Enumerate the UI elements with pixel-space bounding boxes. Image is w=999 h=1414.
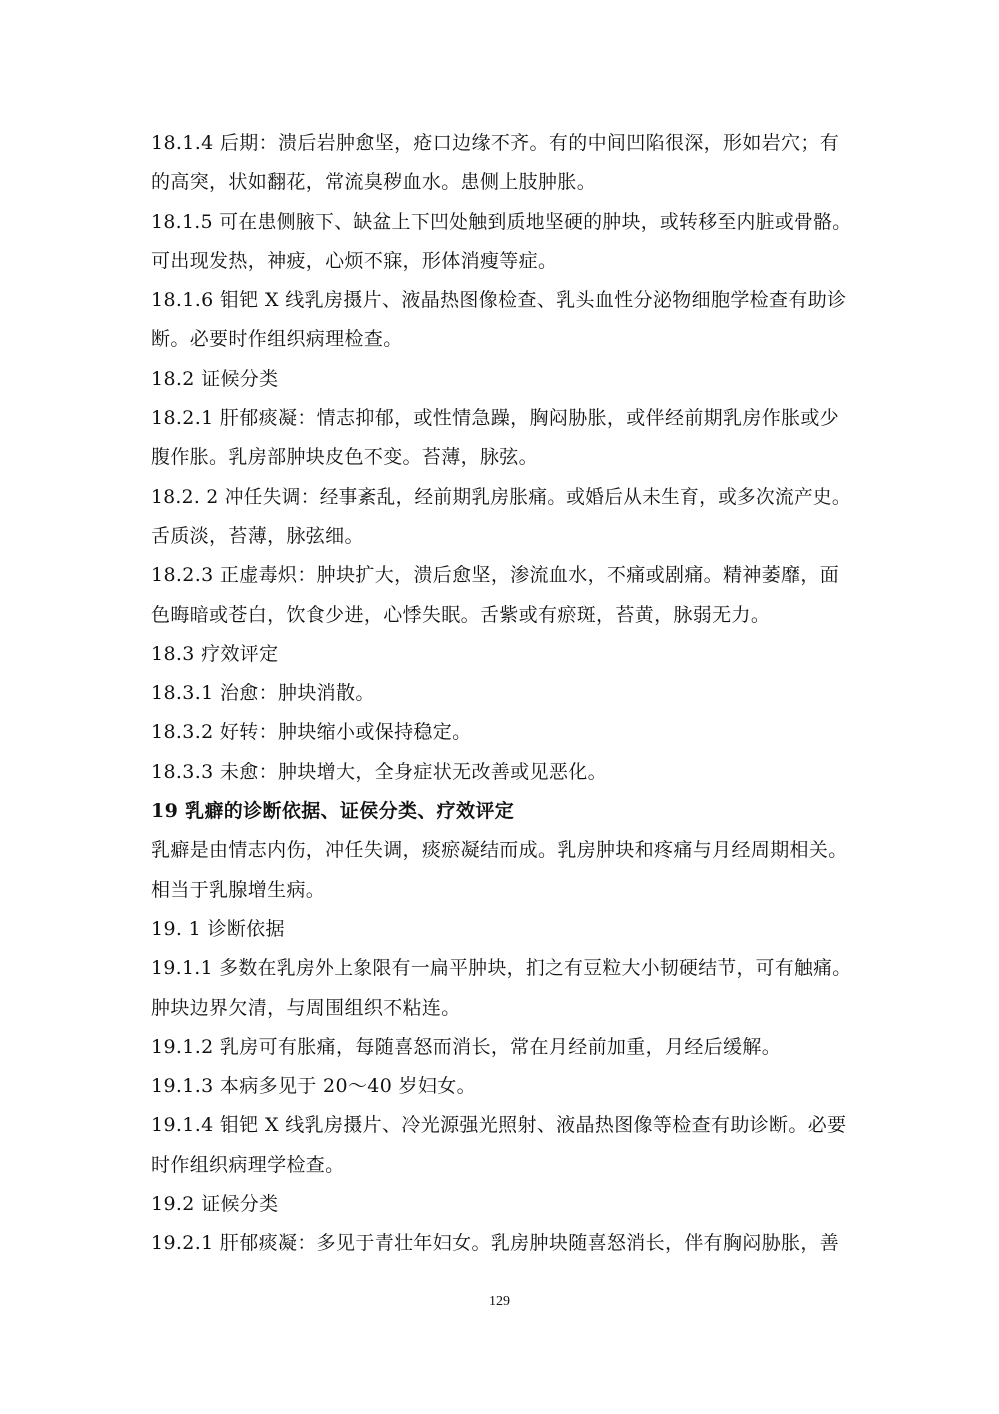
text-line: 舌质淡，苔薄，脉弦细。: [151, 524, 364, 547]
section-heading: 19 乳癖的诊断依据、证侯分类、疗效评定: [151, 800, 515, 823]
text-line: 19.1.3 本病多见于 20～40 岁妇女。: [151, 1075, 476, 1098]
text-line: 乳癖是由情志内伤，冲任失调，痰瘀凝结而成。乳房肿块和疼痛与月经周期相关。: [151, 839, 848, 862]
text-line: 相当于乳腺增生病。: [151, 878, 326, 901]
text-line: 可出现发热，神疲，心烦不寐，形体消瘦等症。: [151, 249, 558, 272]
text-line: 18.3.2 好转：肿块缩小或保持稳定。: [151, 721, 472, 744]
text-line: 19.1.2 乳房可有胀痛，每随喜怒而消长，常在月经前加重，月经后缓解。: [151, 1035, 782, 1058]
text-line: 19.2 证候分类: [151, 1193, 279, 1216]
text-line: 18.3 疗效评定: [151, 642, 279, 665]
text-line: 18.3.3 未愈：肿块增大，全身症状无改善或见恶化。: [151, 760, 607, 783]
text-line: 肿块边界欠清，与周围组织不粘连。: [151, 996, 461, 1019]
page-number: 129: [489, 1294, 510, 1309]
text-line: 19.1.4 钼钯 X 线乳房摄片、冷光源强光照射、液晶热图像等检查有助诊断。必要: [151, 1114, 847, 1137]
text-line: 18.2.1 肝郁痰凝：情志抑郁，或性情急躁，胸闷胁胀，或伴经前期乳房作胀或少: [151, 407, 840, 430]
text-line: 18.2.3 正虚毒炽：肿块扩大，溃后愈坚，渗流血水，不痛或剧痛。精神萎靡，面: [151, 564, 840, 587]
text-line: 18.1.6 钼钯 X 线乳房摄片、液晶热图像检查、乳头血性分泌物细胞学检查有助诊: [151, 289, 847, 312]
document-body: [151, 124, 851, 1264]
text-line: 时作组织病理学检查。: [151, 1153, 345, 1176]
text-line: 18.1.5 可在患侧腋下、缺盆上下凹处触到质地坚硬的肿块，或转移至内脏或骨骼。: [151, 210, 852, 233]
text-line: 色晦暗或苍白，饮食少进，心悸失眠。舌紫或有瘀斑，苔黄，脉弱无力。: [151, 603, 771, 626]
text-line: 19. 1 诊断依据: [151, 917, 285, 940]
text-line: 18.1.4 后期：溃后岩肿愈坚，疮口边缘不齐。有的中间凹陷很深，形如岩穴；有: [151, 132, 840, 154]
text-line: 腹作胀。乳房部肿块皮色不变。苔薄，脉弦。: [151, 446, 539, 469]
text-line: 18.2 证候分类: [151, 367, 279, 390]
text-line: 的高突，状如翻花，常流臭秽血水。患侧上肢肿胀。: [151, 171, 597, 194]
text-line: 19.1.1 多数在乳房外上象限有一扁平肿块，扪之有豆粒大小韧硬结节，可有触痛。: [151, 957, 852, 980]
text-line: 18.3.1 治愈：肿块消散。: [151, 682, 375, 705]
text-line: 断。必要时作组织病理检查。: [151, 328, 403, 351]
text-line: 18.2. 2 冲任失调：经事紊乱，经前期乳房胀痛。或婚后从未生育，或多次流产史。: [151, 485, 851, 508]
text-line: 19.2.1 肝郁痰凝：多见于青壮年妇女。乳房肿块随喜怒消长，伴有胸闷胁胀，善: [151, 1232, 840, 1255]
